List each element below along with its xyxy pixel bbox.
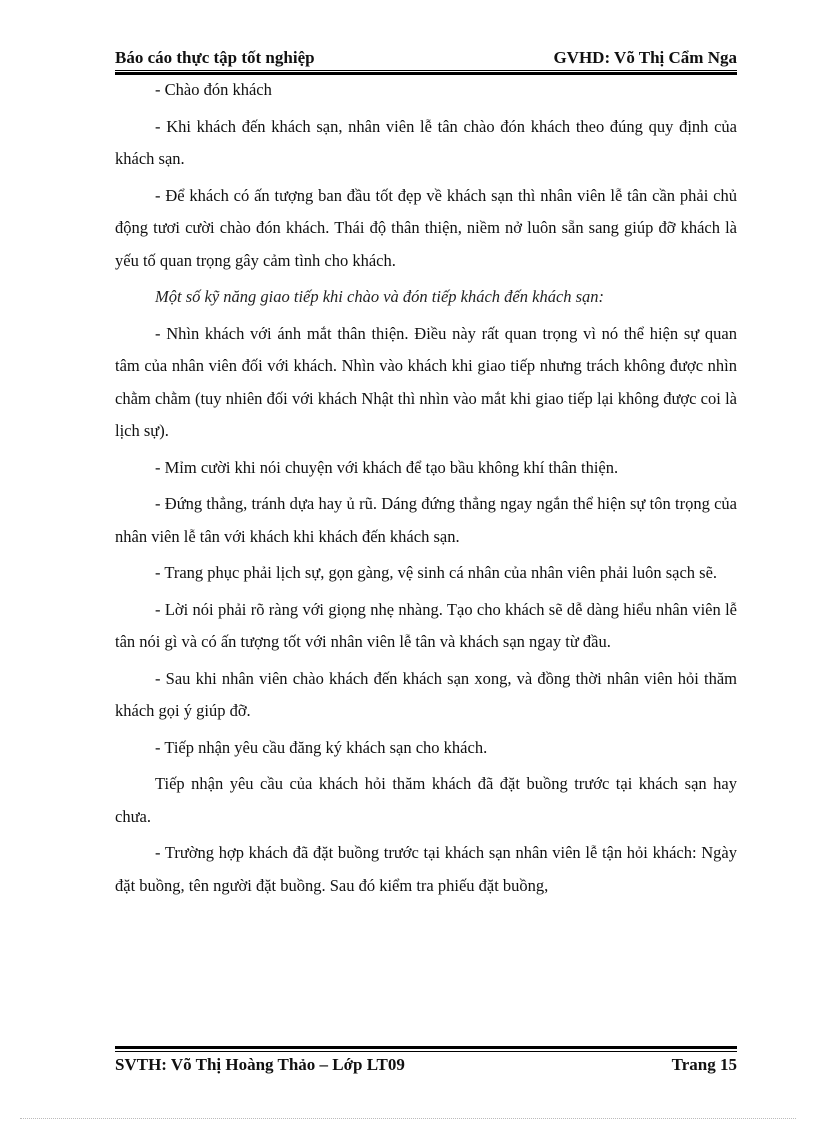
paragraph: - Nhìn khách với ánh mắt thân thiện. Điều này rất quan trọng vì nó thể hiện sự quan tâm của nhân viên đối với khách. Nhìn vào khách khi giao tiếp nhưng trách không được nhìn chằm chằm (tuy nhiên đối với khách Nhật thì nhìn vào mắt khi giao tiếp lại không được coi là lịch sự). <box>115 323 737 440</box>
paragraph: - Để khách có ấn tượng ban đầu tốt đẹp về khách sạn thì nhân viên lễ tân cần phải chủ động tươi cười chào đón khách. Thái độ thân thiện, niềm nở luôn sẵn sang giúp đỡ khách là yếu tố quan trọng gây cảm tình cho khách. <box>115 185 737 270</box>
page-edge-dotted-line <box>20 1118 796 1120</box>
header-report-title: Báo cáo thực tập tốt nghiệp <box>115 48 315 67</box>
page-header <box>115 48 737 70</box>
paragraph: - Lời nói phải rõ ràng với giọng nhẹ nhàng. Tạo cho khách sẽ dễ dàng hiểu nhân viên lễ tân nói gì và có ấn tượng tốt với nhân viên lễ tân và khách sạn ngay từ đầu. <box>115 599 737 651</box>
paragraph: - Chào đón khách <box>155 80 272 99</box>
header-advisor: GVHD: Võ Thị Cẩm Nga <box>553 48 737 67</box>
footer-student: SVTH: Võ Thị Hoàng Thảo – Lớp LT09 <box>115 1055 405 1074</box>
header-rule-thin <box>115 70 737 71</box>
paragraph: - Khi khách đến khách sạn, nhân viên lễ tân chào đón khách theo đúng quy định của khách sạn. <box>115 116 737 168</box>
paragraph: - Tiếp nhận yêu cầu đăng ký khách sạn cho khách. <box>155 737 488 757</box>
page-number: Trang 15 <box>671 1055 737 1074</box>
document-body <box>115 74 737 906</box>
paragraph: - Đứng thẳng, tránh dựa hay ủ rũ. Dáng đứng thẳng ngay ngắn thể hiện sự tôn trọng của nhân viên lễ tân với khách khi khách đến khách sạn. <box>115 494 737 546</box>
footer-rule-thin <box>115 1051 737 1052</box>
paragraph: - Trường hợp khách đã đặt buồng trước tại khách sạn nhân viên lễ tận hỏi khách: Ngày đặt buồng, tên người đặt buồng. Sau đó kiểm tra phiếu đặt buồng, <box>115 843 737 895</box>
paragraph: - Mỉm cười khi nói chuyện với khách để tạo bầu không khí thân thiện. <box>155 457 619 477</box>
page-footer <box>115 1055 737 1077</box>
paragraph: - Trang phục phải lịch sự, gọn gàng, vệ sinh cá nhân của nhân viên phải luôn sạch sẽ. <box>155 563 718 582</box>
footer-rule-thick <box>115 1046 737 1049</box>
paragraph: - Sau khi nhân viên chào khách đến khách sạn xong, và đồng thời nhân viên hỏi thăm khách gọi ý giúp đỡ. <box>115 668 737 720</box>
italic-subheading: Một số kỹ năng giao tiếp khi chào và đón tiếp khách đến khách sạn: <box>155 287 605 306</box>
paragraph: Tiếp nhận yêu cầu của khách hỏi thăm khách đã đặt buồng trước tại khách sạn hay chưa. <box>115 774 737 826</box>
